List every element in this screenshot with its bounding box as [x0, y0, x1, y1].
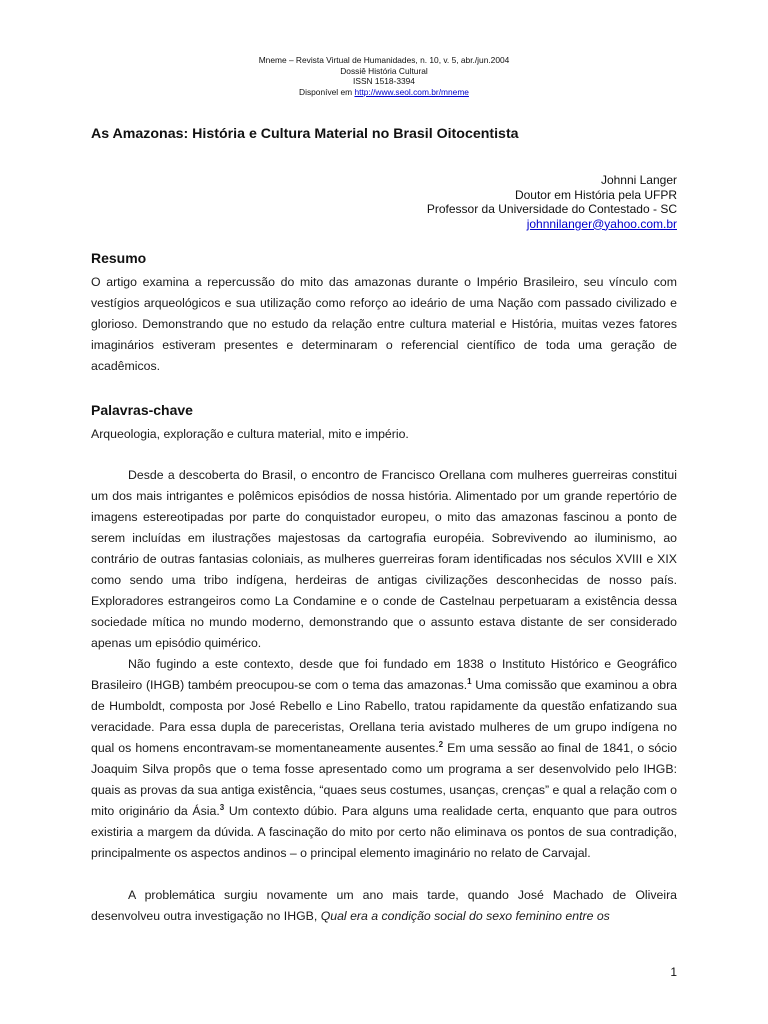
author-degree: Doutor em História pela UFPR	[514, 187, 677, 202]
author-email-link[interactable]: johnnilanger@yahoo.com.br	[526, 216, 677, 231]
author-position: Professor da Universidade do Contestado - SC	[426, 202, 677, 216]
journal-citation: Mneme – Revista Virtual de Humanidades, n. 10, v. 5, abr./jun.2004	[258, 55, 510, 65]
available-label: Disponível em	[299, 86, 353, 97]
paragraph-3-italic-title: Qual era a condição social do sexo feminino entre os	[320, 909, 610, 923]
body-paragraph-1: Desde a descoberta do Brasil, o encontro de Francisco Orellana com mulheres guerreiras constitui um dos mais intrigantes e polêmicos episódios de nossa história. Alimentado por um grande repertório de imagens estereotipadas por parte do conquistador europeu, o mito das amazonas fascinou a ponto de serem incluídas em ilustrações majestosas da cartografia européia. Sobrevivendo ao iluminismo, ao contrário de outras fantasias coloniais, as mulheres guerreiras foram identificadas nos séculos XVIII e XIX como sendo uma tribo indígena, herdeiras de antigas civilizações desconhecidas de nosso país. Exploradores estrangeiros como La Condamine e o conde de Castelnau perpetuaram a existência dessa sociedade mítica no mundo moderno, demonstrando que o assunto estava distante de ser considerado apenas um episódio quimérico.	[91, 468, 677, 650]
author-name: Johnni Langer	[600, 173, 677, 187]
article-title: As Amazonas: História e Cultura Material no Brasil Oitocentista	[91, 126, 519, 142]
keywords-text: Arqueologia, exploração e cultura material, mito e império.	[91, 427, 409, 441]
paragraph-3-text: A problemática surgiu novamente um ano mais tarde, quando José Machado de Oliveira desenvolveu outra investigação no IHGB,	[91, 888, 677, 923]
body-paragraph-3	[91, 885, 677, 927]
keywords-heading: Palavras-chave	[91, 402, 193, 418]
paragraph-2-text-d: Um contexto dúbio. Para alguns uma realidade certa, enquanto que para outros existiria a margem da dúvida. A fascinação do mito por certo não eliminava os pontos de sua contradição, principalmente os aspectos andinos – o principal elemento imaginário no relato de Carvajal.	[91, 804, 677, 860]
paragraph-2-text-c: Em uma sessão ao final de 1841, o sócio Joaquim Silva propôs que o tema fosse apresentado como um programa a ser desenvolvido pelo IHGB: quais as provas da sua antiga existência, “quaes seus costumes, usanças, crenças” e qual a relação com o mito originário da Ásia.	[91, 741, 677, 818]
journal-header	[0, 55, 768, 97]
paragraph-2-text-b: Uma comissão que examinou a obra de Humboldt, composta por José Rebello e Lino Rabello, tratou rapidamente da questão enfatizando sua veracidade. Para essa dupla de pareceristas, Orellana teria avistado mulheres de um grupo indígena no qual os homens encontravam-se momentaneamente ausentes.	[91, 678, 678, 755]
paragraph-2-text-a: Não fugindo a este contexto, desde que foi fundado em 1838 o Instituto Histórico e Geográfico Brasileiro (IHGB) também preocupou-se com o tema das amazonas.	[91, 657, 677, 692]
journal-url-link[interactable]: http://www.seol.com.br/mneme	[354, 86, 469, 97]
availability-line	[0, 87, 768, 98]
footnote-ref-2[interactable]: 2	[438, 739, 444, 749]
body-paragraph-2	[91, 654, 677, 864]
abstract-heading: Resumo	[91, 250, 147, 266]
author-block	[427, 173, 677, 231]
page-number: 1	[670, 965, 677, 979]
abstract-text: O artigo examina a repercussão do mito das amazonas durante o Império Brasileiro, seu vínculo com vestígios arqueológicos e sua utilização como reforço ao ideário de uma Nação com passado civilizado e glorioso. Demonstrando que no estudo da relação entre cultura material e História, muitas vezes fatores imaginários estiveram presentes e determinaram o referencial científico de toda uma geração de acadêmicos.	[91, 275, 677, 373]
dossier-name: Dossiê História Cultural	[340, 65, 428, 76]
footnote-ref-3[interactable]: 3	[219, 802, 225, 812]
footnote-ref-1[interactable]: 1	[467, 676, 472, 686]
issn: ISSN 1518-3394	[353, 76, 415, 86]
